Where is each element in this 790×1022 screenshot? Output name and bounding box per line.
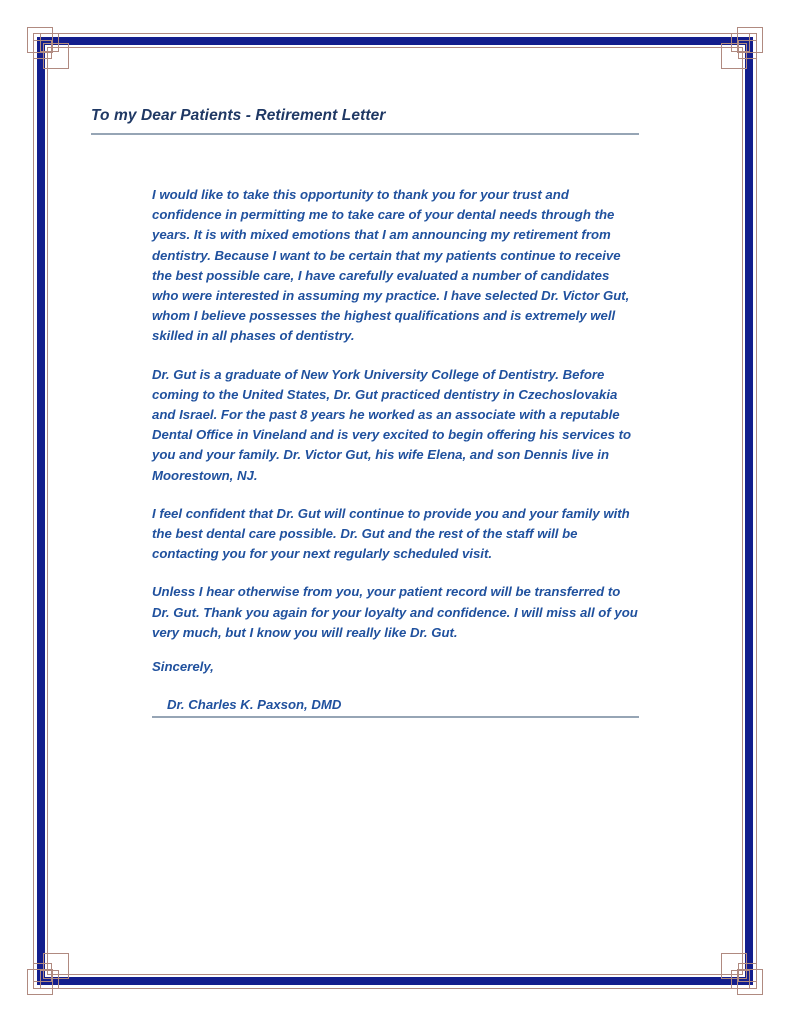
signature-divider	[152, 716, 639, 718]
paragraph: Unless I hear otherwise from you, your patient record will be transferred to Dr. Gut. Thank you again for your loyalty and confidence. I will miss all of you very much, but I know you will really like Dr. Gut.	[152, 584, 638, 640]
signature-name: Dr. Charles K. Paxson, DMD	[167, 697, 342, 712]
page-title: To my Dear Patients - Retirement Letter	[91, 107, 386, 124]
letter-body	[152, 185, 638, 643]
closing-salutation: Sincerely,	[152, 659, 214, 674]
title-divider	[91, 133, 639, 135]
paragraph: I feel confident that Dr. Gut will continue to provide you and your family with the best dental care possible. Dr. Gut and the rest of the staff will be contacting you for your next regularly scheduled visit.	[152, 505, 630, 562]
paragraph: I would like to take this opportunity to thank you for your trust and confidence in permitting me to take care of your dental needs through the years. It is with mixed emotions that I am announcing my retirement from dentistry. Because I want to be certain that my patients continue to receive the best possible care, I have carefully evaluated a number of candidates who were interested in assuming my practice. I have selected Dr. Victor Gut, whom I believe possesses the highest qualifications and is extremely well skilled in all phases of dentistry.	[152, 187, 630, 344]
paragraph: Dr. Gut is a graduate of New York University College of Dentistry. Before coming to the United States, Dr. Gut practiced dentistry in Czechoslovakia and Israel. For the past 8 years he worked as an associate with a reputable Dental Office in Vineland and is very excited to begin offering his services to you and your family. Dr. Victor Gut, his wife Elena, and son Dennis live in Moorestown, NJ.	[152, 366, 632, 483]
